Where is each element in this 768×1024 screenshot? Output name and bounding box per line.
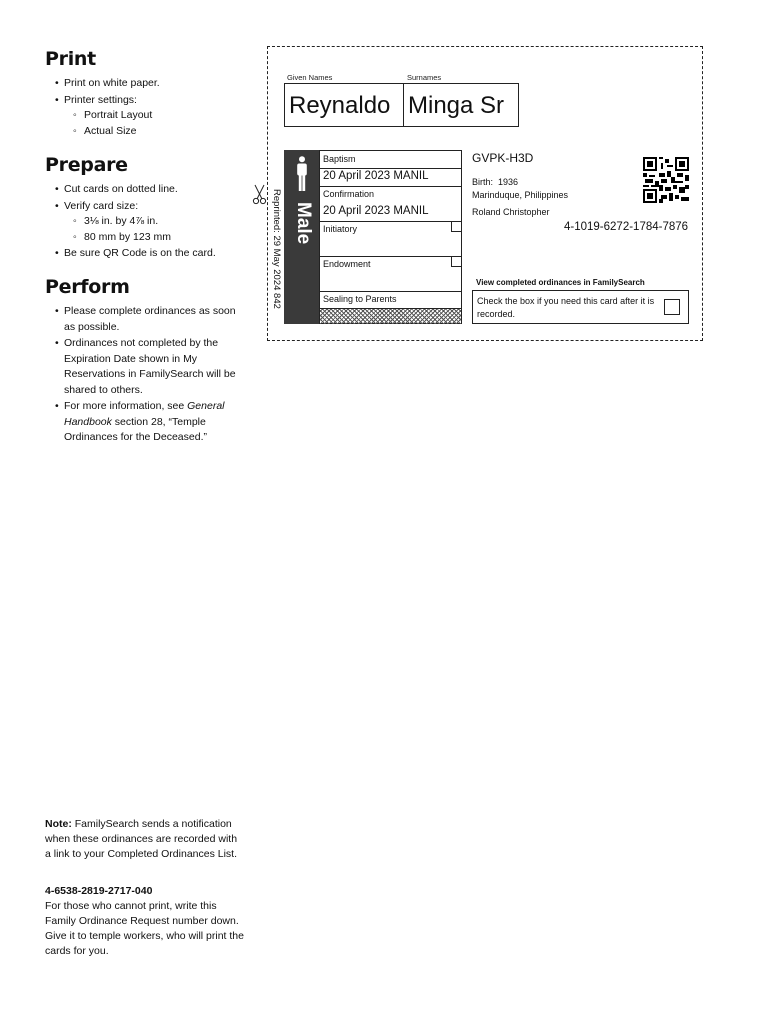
print-sub-item: ◦ Actual Size [84, 124, 250, 140]
scissors-icon [252, 184, 268, 206]
print-section [45, 48, 250, 140]
gender-label: Male [293, 202, 314, 245]
check-box-panel [472, 290, 689, 324]
birth-place: Marinduque, Philippines [472, 189, 569, 200]
ordinances-table [319, 150, 462, 324]
prepare-item: • Cut cards on dotted line. [55, 182, 250, 198]
reprinted-wrap [268, 189, 282, 329]
person-id: GVPK-H3D [472, 151, 534, 165]
ordinance-row-initiatory [320, 221, 461, 257]
perform-item: • Ordinances not completed by the Expiration Date shown in My Reservations in FamilySearch will be shared to others. [55, 336, 245, 398]
print-item: • Print on white paper. [55, 76, 250, 92]
print-sub-item: ◦ Portrait Layout [84, 108, 250, 124]
birth-info [472, 176, 568, 201]
prepare-section [45, 154, 250, 263]
ordinance-row-endowment [320, 256, 461, 292]
print-item: • Printer settings: ◦ Portrait Layout ◦ Actual Size [55, 93, 250, 140]
handbook-title: General Handbook [64, 400, 225, 428]
needs-card-checkbox[interactable] [664, 299, 680, 315]
surnames: Minga Sr [408, 92, 505, 119]
request-info [45, 884, 245, 959]
ordinance-label: Baptism [323, 154, 356, 164]
card-number: 4-1019-6272-1784-7876 [564, 221, 689, 233]
ordinance-row-baptism [320, 151, 461, 187]
birth-year: 1936 [498, 177, 519, 187]
qr-code-icon [643, 157, 689, 203]
ordinance-label: Sealing to Parents [323, 294, 397, 304]
given-names: Reynaldo [289, 92, 391, 119]
ordinance-label: Initiatory [323, 224, 358, 234]
prepare-heading: Prepare [45, 154, 128, 176]
perform-section [45, 276, 245, 447]
perform-item: • Please complete ordinances as soon as possible. [55, 304, 245, 335]
note-text: Note: FamilySearch sends a notification when these ordinances are recorded with a link to your Completed Ordinances List. [45, 818, 238, 860]
ordinance-date: 20 April 2023 MANIL [323, 205, 429, 217]
endowment-checkbox[interactable] [451, 256, 462, 267]
view-completed-link[interactable]: View completed ordinances in FamilySearch [476, 278, 645, 287]
check-text: Check the box if you need this card after it is recorded. [477, 296, 655, 319]
ordinance-row-confirmation [320, 186, 461, 222]
birth-label: Birth: [472, 177, 494, 187]
perform-item: • For more information, see General Handbook section 28, “Temple Ordinances for the Deceased.” [55, 399, 245, 446]
request-text: For those who cannot print, write this Family Ordinance Request number down. Give it to temple workers, who will print the cards for you. [45, 900, 244, 957]
ordinance-row-sealing [320, 291, 461, 323]
prepare-item: • Verify card size: ◦ 3⅛ in. by 4⅞ in. ◦ 80 mm by 123 mm [55, 199, 250, 246]
surnames-box [403, 83, 519, 127]
parent-name: Roland Christopher [472, 207, 550, 217]
prepare-sub-item: ◦ 3⅛ in. by 4⅞ in. [84, 214, 250, 230]
surnames-label: Surnames [407, 73, 442, 82]
print-heading: Print [45, 48, 96, 70]
perform-heading: Perform [45, 276, 130, 298]
male-figure-icon [295, 156, 309, 192]
prepare-item: • Be sure QR Code is on the card. [55, 246, 250, 262]
ordinance-card [267, 46, 703, 341]
request-number: 4-6538-2819-2717-040 [45, 885, 153, 897]
reprinted-text: Reprinted: 29 May 2024 842 [271, 189, 282, 309]
sealing-crosshatch [320, 308, 461, 324]
ordinance-label: Confirmation [323, 189, 375, 199]
given-names-label: Given Names [287, 73, 333, 82]
note-label: Note: [45, 818, 72, 830]
initiatory-checkbox[interactable] [451, 221, 462, 232]
ordinance-label: Endowment [323, 259, 371, 269]
gender-bar [284, 150, 320, 324]
given-names-box [284, 83, 404, 127]
prepare-sub-item: ◦ 80 mm by 123 mm [84, 230, 250, 246]
ordinance-date: 20 April 2023 MANIL [323, 170, 429, 182]
